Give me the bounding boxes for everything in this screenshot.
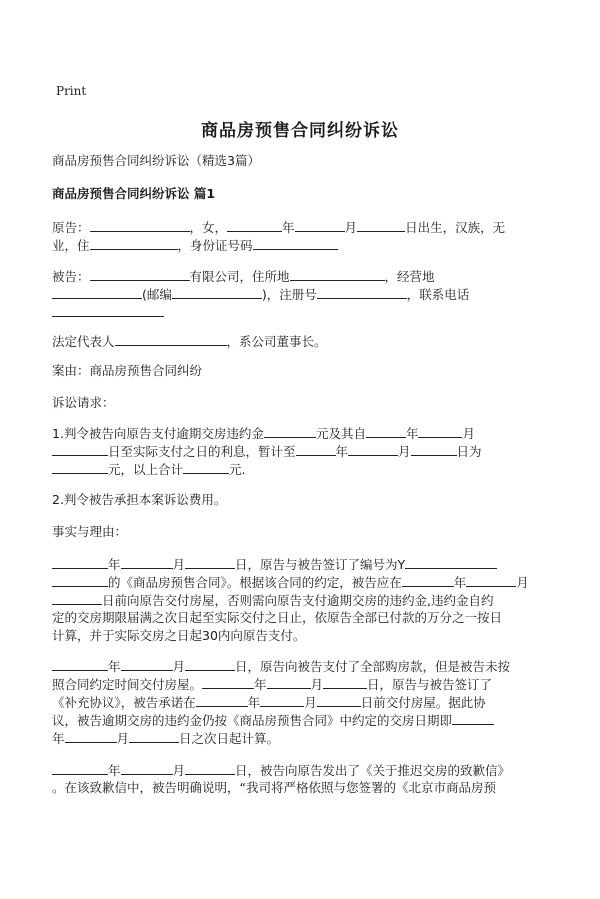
case-cause: 案由：商品房预售合同纠纷 [52,363,203,378]
fill-blank [121,658,173,671]
text-segment: 年 [108,659,121,674]
fill-blank [295,219,345,232]
text-segment: 日前交付房屋。据此协 [360,695,486,710]
fill-blank [52,286,142,299]
text-segment: 月 [116,731,130,746]
fill-blank [52,443,108,456]
text-segment: 法定代表人 [52,334,115,349]
document-subtitle: 商品房预售合同纠纷诉讼（精选3篇） [52,153,260,168]
text-segment: 日，原告与被告签订了 [367,677,493,692]
fill-blank [183,461,229,474]
text-segment: 元，以上合计 [108,462,184,477]
fill-blank [296,443,336,456]
text-segment: 照合同约定时间交付房屋。 [52,677,203,692]
text-segment: ，联系电话 [406,287,470,302]
text-segment: 月 [172,763,186,778]
fill-blank [52,658,108,671]
fill-blank [52,461,108,474]
plaintiff-line-1 [52,219,505,236]
fill-blank [52,304,164,317]
text-segment: 业，住 [52,238,90,253]
facts-para-3-line-2: 。在该致歉信中，被告明确说明，“我司将严格依照与您签署的《北京市商品房预 [52,780,496,795]
fill-blank [121,556,173,569]
fill-blank [348,443,398,456]
fill-blank [90,268,190,281]
text-segment: )，注册号 [261,287,317,302]
fill-blank [260,694,304,707]
text-segment: 日出生，汉族，无 [405,220,506,235]
text-segment: 年 [453,575,467,590]
facts-para-2-line-5 [52,730,279,747]
text-segment: 月 [172,557,186,572]
text-segment: 日，被告向原告发出了《关于推迟交房的致歉信》 [235,763,511,778]
text-segment: 元. [229,462,246,477]
text-segment: 日，原告与被告签订了编号为Y [235,557,406,572]
claim-1-line-2 [52,443,482,460]
document-title: 商品房预售合同纠纷诉讼 [201,121,399,141]
fill-blank [227,219,282,232]
fill-blank [290,268,385,281]
fill-blank [253,237,338,250]
fill-blank [196,694,248,707]
text-segment: 被告： [52,269,90,284]
text-segment: 年 [108,557,121,572]
text-segment: 《补充协议》，被告承诺在 [52,695,196,710]
facts-para-1-line-3 [52,592,493,609]
text-segment: 日，原告向被告支付了全部购房款，但是被告未按 [235,659,511,674]
facts-para-2-line-2 [52,676,492,693]
facts-heading: 事实与理由： [52,524,128,539]
fill-blank [411,443,457,456]
fill-blank [52,556,108,569]
text-segment: 月 [304,695,317,710]
facts-para-3-line-1 [52,762,510,779]
text-segment: 年 [247,695,261,710]
text-segment: 日之次日起计算。 [179,731,280,746]
fill-blank [402,574,454,587]
fill-blank [452,712,494,725]
fill-blank [418,425,462,438]
fill-blank [323,676,367,689]
text-segment: ，身份证号码 [177,238,253,253]
text-segment: ，经营地 [384,269,435,284]
fill-blank [115,333,227,346]
text-segment: 月 [344,220,358,235]
fill-blank [52,574,108,587]
text-segment: 有限公司，住所地 [189,269,290,284]
facts-para-2-line-4 [52,712,494,729]
defendant-line-2 [52,286,469,303]
text-segment: (邮编 [142,287,172,302]
fill-blank [366,425,406,438]
facts-para-1-line-5: 计算，并于实际交房之日起30内向原告支付。 [52,628,306,643]
fill-blank [357,219,405,232]
text-segment: 的《商品房预售合同》。根据该合同的约定，被告应在 [108,575,402,590]
fill-blank [317,286,407,299]
claim-1-line-1 [52,425,475,442]
fill-blank [185,658,235,671]
text-segment: 日为 [456,444,482,459]
fill-blank [52,762,108,775]
fill-blank [466,574,516,587]
defendant-line-1 [52,268,435,285]
text-segment: 年 [335,444,349,459]
text-segment: ，女， [189,220,228,235]
fill-blank [317,694,361,707]
fill-blank [185,556,235,569]
facts-para-2-line-3 [52,694,486,711]
fill-blank [121,762,173,775]
print-label: Print [56,84,87,98]
text-segment: 年 [254,677,267,692]
text-segment: 年 [405,426,419,441]
legal-representative-line [52,333,327,350]
fill-blank [264,425,316,438]
facts-para-1-line-4: 定的交房期限届满之次日起至实际交付之日止，依原告全部已付款的万分之一按日 [52,610,503,625]
fill-blank [405,556,497,569]
text-segment: 议，被告逾期交房的违约金仍按《商品房预售合同》中约定的交房日期即 [52,713,453,728]
fill-blank [202,676,254,689]
text-segment: 年 [282,220,295,235]
claims-heading: 诉讼请求： [52,395,115,410]
text-segment: 日前向原告交付房屋，否则需向原告支付逾期交房的违约金,违约金自约 [102,593,494,608]
fill-blank [172,286,262,299]
fill-blank [185,762,235,775]
text-segment: 原告： [52,220,90,235]
text-segment: 年 [108,763,121,778]
fill-blank [267,676,311,689]
fill-blank [129,730,179,743]
claim-1-line-3 [52,461,246,478]
section-heading: 商品房预售合同纠纷诉讼 篇1 [52,186,216,201]
text-segment: 元及其自 [315,426,366,441]
text-segment: 1.判令被告向原告支付逾期交房违约金 [52,426,264,441]
text-segment: 月 [516,575,529,590]
text-segment: 月 [310,677,324,692]
facts-para-1-line-2 [52,574,529,591]
text-segment: 月 [462,426,475,441]
facts-para-2-line-1 [52,658,510,675]
defendant-line-3 [52,304,164,321]
claim-2: 2.判令被告承担本案诉讼费用。 [52,492,227,507]
text-segment: 月 [398,444,411,459]
fill-blank [65,730,117,743]
text-segment: 日至实际支付之日的利息，暂计至 [108,444,296,459]
fill-blank [52,592,102,605]
text-segment: 年 [52,731,65,746]
text-segment: 月 [172,659,186,674]
text-segment: ，系公司董事长。 [226,334,327,349]
fill-blank [90,237,178,250]
plaintiff-line-2 [52,237,338,254]
facts-para-1-line-1 [52,556,497,573]
fill-blank [90,219,190,232]
